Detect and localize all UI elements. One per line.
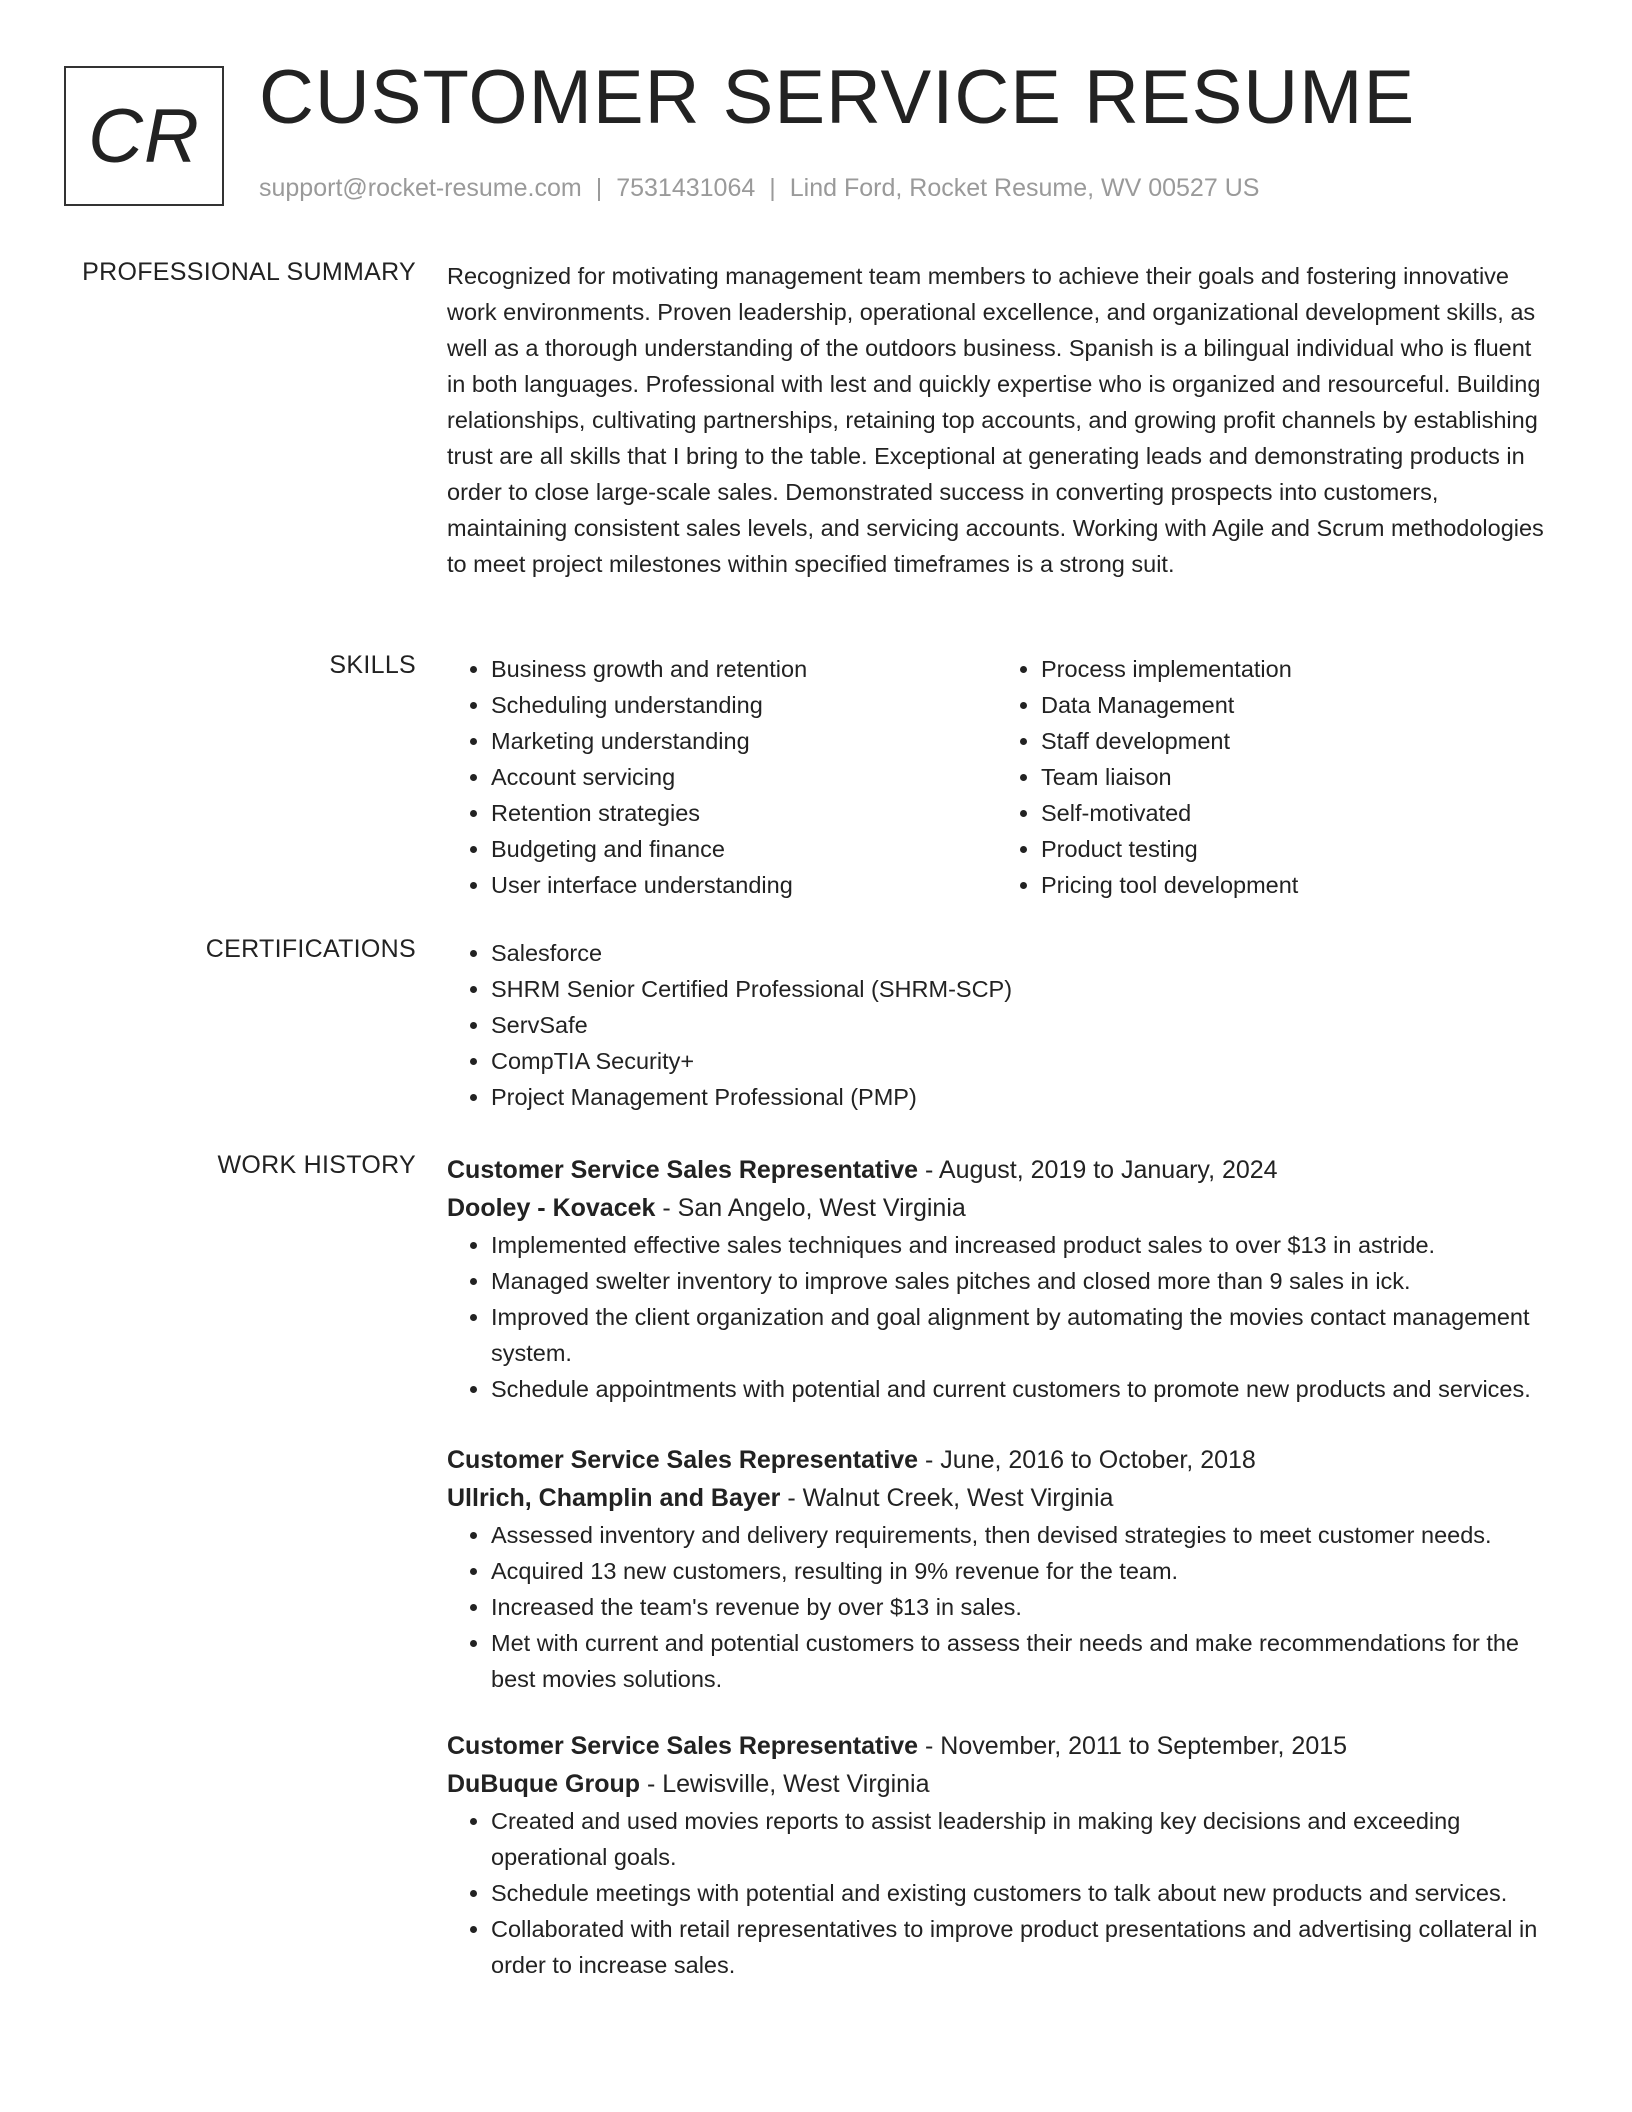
job-bullet: • Managed swelter inventory to improve sales pitches and closed more than 9 sales in ick. (491, 1263, 1547, 1299)
job-location: - San Angelo, West Virginia (655, 1194, 966, 1222)
skill-item: • Marketing understanding (491, 723, 997, 759)
job-title: Customer Service Sales Representative (447, 1446, 919, 1474)
skill-item: • Self-motivated (1041, 795, 1547, 831)
contact-separator: | (769, 174, 776, 202)
certification-item: • ServSafe (491, 1007, 1547, 1043)
job-title: Customer Service Sales Representative (447, 1156, 919, 1184)
skill-item: • Scheduling understanding (491, 687, 997, 723)
section-label-work-history: WORK HISTORY (217, 1151, 416, 1179)
section-label-skills: SKILLS (329, 651, 416, 679)
monogram-logo (64, 66, 224, 206)
contact-phone[interactable]: 7531431064 (616, 174, 756, 202)
job-entry (447, 1727, 1547, 1983)
job-entry (447, 1151, 1547, 1407)
job-location: - Walnut Creek, West Virginia (780, 1484, 1114, 1512)
section-label-certifications: CERTIFICATIONS (205, 935, 416, 963)
summary-body (447, 258, 1547, 582)
job-bullet: • Created and used movies reports to assist leadership in making key decisions and exceeding operational goals. (491, 1803, 1547, 1875)
skill-item: • Staff development (1041, 723, 1547, 759)
job-bullets (447, 1803, 1547, 1983)
skill-item: • Product testing (1041, 831, 1547, 867)
job-company-line (447, 1765, 1547, 1803)
job-company-line (447, 1189, 1547, 1227)
certification-item: • SHRM Senior Certified Professional (SHRM-SCP) (491, 971, 1547, 1007)
contact-line (259, 174, 1259, 203)
job-bullet: • Improved the client organization and goal alignment by automating the movies contact management system. (491, 1299, 1547, 1371)
certification-item: • Salesforce (491, 935, 1547, 971)
job-company-line (447, 1479, 1547, 1517)
job-dates: - August, 2019 to January, 2024 (918, 1156, 1278, 1184)
work-history-body (447, 1151, 1547, 2013)
job-bullet: • Acquired 13 new customers, resulting in 9% revenue for the team. (491, 1553, 1547, 1589)
job-company: Dooley - Kovacek (447, 1194, 656, 1222)
skills-body (447, 651, 1547, 903)
resume-title: CUSTOMER SERVICE RESUME (259, 55, 1416, 140)
skill-item: • Process implementation (1041, 651, 1547, 687)
certifications-body (447, 935, 1547, 1115)
section-label-summary: PROFESSIONAL SUMMARY (82, 258, 416, 286)
monogram-text: CR (88, 93, 200, 179)
job-bullet: • Increased the team's revenue by over $13 in sales. (491, 1589, 1547, 1625)
skill-item: • Account servicing (491, 759, 997, 795)
job-location: - Lewisville, West Virginia (640, 1770, 930, 1798)
skill-item: • Pricing tool development (1041, 867, 1547, 903)
skills-list-left (447, 651, 997, 903)
skill-item: • Retention strategies (491, 795, 997, 831)
job-bullet: • Met with current and potential customers to assess their needs and make recommendations for the best movies solutions. (491, 1625, 1547, 1697)
certification-item: • CompTIA Security+ (491, 1043, 1547, 1079)
job-bullet: • Assessed inventory and delivery requirements, then devised strategies to meet customer needs. (491, 1517, 1547, 1553)
skill-item: • Data Management (1041, 687, 1547, 723)
skill-item: • Business growth and retention (491, 651, 997, 687)
job-title-line (447, 1441, 1547, 1479)
job-bullet: • Schedule appointments with potential and current customers to promote new products and services. (491, 1371, 1547, 1407)
job-title-line (447, 1727, 1547, 1765)
job-bullets (447, 1227, 1547, 1407)
skills-list-right (997, 651, 1547, 903)
job-dates: - November, 2011 to September, 2015 (918, 1732, 1348, 1760)
job-entry (447, 1441, 1547, 1697)
summary-text: Recognized for motivating management team members to achieve their goals and fostering innovative work environments. Proven leadership, operational excellence, and organizational development skills, as well as a thorough understanding of the outdoors business. Spanish is a bilingual individual who is fluent in both languages. Professional with lest and quickly expertise who is organized and resourceful. Building relationships, cultivating partnerships, retaining top accounts, and growing profit channels by establishing trust are all skills that I bring to the table. Exceptional at generating leads and demonstrating products in order to close large-scale sales. Demonstrated success in converting prospects into customers, maintaining consistent sales levels, and servicing accounts. Working with Agile and Scrum methodologies to meet project milestones within specified timeframes is a strong suit. (447, 263, 1544, 577)
job-dates: - June, 2016 to October, 2018 (918, 1446, 1256, 1474)
job-title: Customer Service Sales Representative (447, 1732, 919, 1760)
job-company: Ullrich, Champlin and Bayer (447, 1484, 781, 1512)
skill-item: • Budgeting and finance (491, 831, 997, 867)
skill-item: • User interface understanding (491, 867, 997, 903)
job-bullet: • Schedule meetings with potential and existing customers to talk about new products and services. (491, 1875, 1547, 1911)
job-title-line (447, 1151, 1547, 1189)
job-bullet: • Collaborated with retail representatives to improve product presentations and advertising collateral in order to increase sales. (491, 1911, 1547, 1983)
job-bullets (447, 1517, 1547, 1697)
skill-item: • Team liaison (1041, 759, 1547, 795)
contact-separator: | (595, 174, 603, 202)
contact-address: Lind Ford, Rocket Resume, WV 00527 US (789, 174, 1260, 202)
job-bullet: • Implemented effective sales techniques and increased product sales to over $13 in astride. (491, 1227, 1547, 1263)
job-company: DuBuque Group (447, 1770, 641, 1798)
contact-email[interactable]: support@rocket-resume.com (259, 174, 582, 202)
certifications-list (447, 935, 1547, 1115)
certification-item: • Project Management Professional (PMP) (491, 1079, 1547, 1115)
